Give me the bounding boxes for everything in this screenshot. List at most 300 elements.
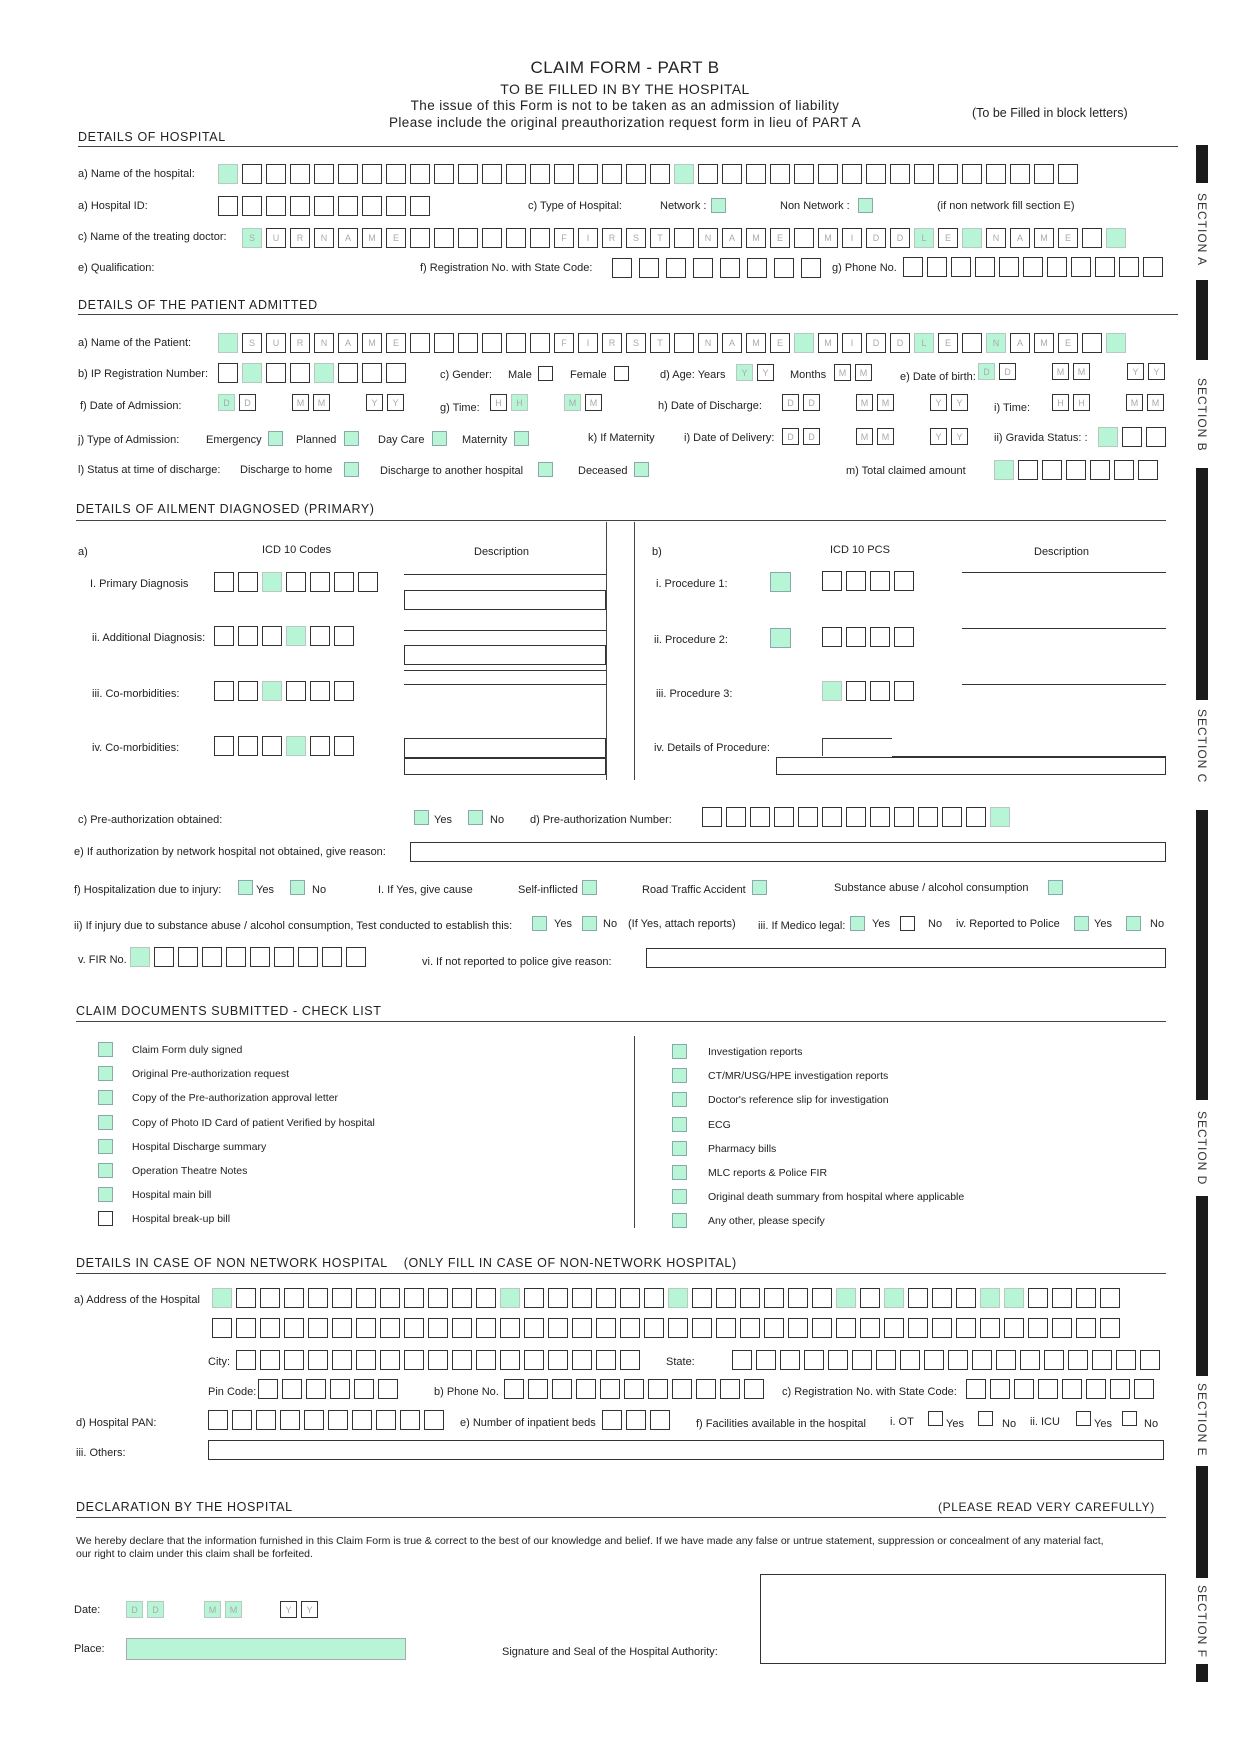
char-box[interactable]: N [986,228,1006,248]
checklist-checkbox[interactable] [98,1090,113,1105]
char-box[interactable] [828,1350,848,1370]
char-box[interactable] [812,1318,832,1338]
char-box[interactable] [918,807,938,827]
char-box[interactable] [962,164,982,184]
char-box[interactable] [452,1350,472,1370]
pan-boxes[interactable] [208,1410,444,1430]
char-box[interactable] [262,572,282,592]
char-box[interactable] [1042,460,1062,480]
char-box[interactable] [286,736,306,756]
network-checkbox[interactable] [711,198,726,213]
char-box[interactable] [990,1379,1010,1399]
char-box[interactable] [250,947,270,967]
char-box[interactable] [990,807,1010,827]
char-box[interactable] [914,164,934,184]
char-box[interactable] [1110,1379,1130,1399]
char-box[interactable] [836,1318,856,1338]
char-box[interactable]: N [698,228,718,248]
registration-boxes[interactable] [612,258,821,278]
char-box[interactable]: M [855,364,872,381]
char-box[interactable] [876,1350,896,1370]
char-box[interactable] [286,572,306,592]
char-box[interactable] [908,1288,928,1308]
char-box[interactable] [458,228,478,248]
char-box[interactable]: D [866,333,886,353]
char-box[interactable] [726,807,746,827]
char-box[interactable] [1052,1318,1072,1338]
char-box[interactable] [804,1350,824,1370]
char-box[interactable] [530,228,550,248]
checklist-checkbox[interactable] [672,1068,687,1083]
char-box[interactable] [900,1350,920,1370]
char-box[interactable] [756,1350,776,1370]
doa-year-boxes[interactable] [366,394,404,411]
char-box[interactable] [668,1318,688,1338]
char-box[interactable] [434,164,454,184]
char-box[interactable] [1068,1350,1088,1370]
char-box[interactable] [154,947,174,967]
char-box[interactable] [747,258,767,278]
char-box[interactable]: M [746,228,766,248]
char-box[interactable]: M [818,333,838,353]
char-box[interactable] [966,807,986,827]
char-box[interactable] [1146,427,1166,447]
char-box[interactable] [788,1318,808,1338]
female-checkbox[interactable] [614,366,629,381]
doctor-name-boxes[interactable] [242,228,1126,248]
char-box[interactable] [770,164,790,184]
male-checkbox[interactable] [538,366,553,381]
char-box[interactable]: D [239,394,256,411]
police-yes-checkbox[interactable] [1074,916,1089,931]
char-box[interactable]: D [147,1601,164,1618]
char-box[interactable]: E [938,228,958,248]
char-box[interactable] [870,807,890,827]
char-box[interactable] [846,807,866,827]
char-box[interactable]: E [938,333,958,353]
char-box[interactable] [386,196,406,216]
char-box[interactable] [870,627,890,647]
char-box[interactable] [1082,228,1102,248]
substance-checkbox[interactable] [1048,880,1063,895]
char-box[interactable] [572,1350,592,1370]
char-box[interactable] [362,363,382,383]
char-box[interactable] [266,363,286,383]
char-box[interactable]: Y [951,394,968,411]
char-box[interactable] [720,258,740,278]
char-box[interactable] [212,1318,232,1338]
char-box[interactable]: Y [736,364,753,381]
char-box[interactable] [1086,1379,1106,1399]
char-box[interactable]: I [842,228,862,248]
decl-date-month-boxes[interactable] [204,1601,242,1618]
char-box[interactable] [650,1410,670,1430]
char-box[interactable] [314,164,334,184]
primary-diagnosis-boxes[interactable] [214,572,378,592]
char-box[interactable]: I [578,228,598,248]
char-box[interactable]: M [585,394,602,411]
char-box[interactable] [626,164,646,184]
procedure-details-field[interactable] [776,757,1166,775]
char-box[interactable] [334,626,354,646]
primary-desc-field[interactable] [404,590,606,610]
char-box[interactable] [434,333,454,353]
char-box[interactable] [178,947,198,967]
another-hospital-checkbox[interactable] [538,462,553,477]
comorbidities-2-field-b[interactable] [404,758,606,775]
char-box[interactable] [962,228,982,248]
comorbidities-1-boxes[interactable] [214,681,354,701]
char-box[interactable]: A [722,333,742,353]
char-box[interactable] [310,626,330,646]
char-box[interactable] [212,1288,232,1308]
char-box[interactable] [242,164,262,184]
char-box[interactable] [600,1379,620,1399]
procedure-1-boxes[interactable] [822,571,914,591]
char-box[interactable]: M [746,333,766,353]
char-box[interactable] [262,736,282,756]
char-box[interactable]: Y [930,394,947,411]
char-box[interactable] [1071,257,1091,277]
char-box[interactable] [500,1288,520,1308]
char-box[interactable] [286,626,306,646]
char-box[interactable] [428,1350,448,1370]
char-box[interactable] [999,257,1019,277]
char-box[interactable] [938,164,958,184]
checklist-checkbox[interactable] [672,1165,687,1180]
dob-month-boxes[interactable] [1052,363,1090,380]
char-box[interactable] [744,1379,764,1399]
char-box[interactable] [332,1350,352,1370]
char-box[interactable] [332,1318,352,1338]
char-box[interactable] [639,258,659,278]
char-box[interactable] [774,258,794,278]
char-box[interactable]: M [877,428,894,445]
char-box[interactable]: S [242,228,262,248]
char-box[interactable] [572,1288,592,1308]
char-box[interactable] [1058,164,1078,184]
char-box[interactable]: D [803,428,820,445]
char-box[interactable] [482,333,502,353]
char-box[interactable]: E [770,333,790,353]
char-box[interactable] [354,1379,374,1399]
checklist-checkbox[interactable] [672,1189,687,1204]
char-box[interactable] [842,164,862,184]
char-box[interactable] [452,1288,472,1308]
char-box[interactable] [852,1350,872,1370]
char-box[interactable]: S [626,333,646,353]
char-box[interactable] [266,196,286,216]
char-box[interactable]: M [834,364,851,381]
char-box[interactable]: R [602,228,622,248]
char-box[interactable] [740,1288,760,1308]
age-months-boxes[interactable] [834,364,872,381]
char-box[interactable] [524,1288,544,1308]
char-box[interactable] [242,363,262,383]
injury-yes-checkbox[interactable] [238,880,253,895]
additional-desc-field[interactable] [404,645,606,665]
char-box[interactable] [524,1318,544,1338]
place-field[interactable] [126,1638,406,1660]
char-box[interactable] [482,228,502,248]
char-box[interactable] [238,736,258,756]
char-box[interactable]: D [782,394,799,411]
char-box[interactable]: H [1073,394,1090,411]
medico-no-checkbox[interactable] [900,916,915,931]
char-box[interactable] [530,333,550,353]
char-box[interactable] [1143,257,1163,277]
char-box[interactable]: Y [951,428,968,445]
char-box[interactable] [1034,164,1054,184]
time-g-hour-boxes[interactable] [490,394,528,411]
char-box[interactable] [822,627,842,647]
char-box[interactable]: R [290,228,310,248]
char-box[interactable]: M [313,394,330,411]
maternity-checkbox[interactable] [514,431,529,446]
char-box[interactable] [674,333,694,353]
char-box[interactable] [338,164,358,184]
checklist-checkbox[interactable] [672,1092,687,1107]
comorbidities-2-field-a[interactable] [404,738,606,758]
char-box[interactable] [218,164,238,184]
char-box[interactable] [692,1318,712,1338]
char-box[interactable]: N [314,228,334,248]
char-box[interactable] [975,257,995,277]
char-box[interactable] [1052,1288,1072,1308]
checklist-checkbox[interactable] [672,1117,687,1132]
char-box[interactable] [506,164,526,184]
char-box[interactable]: U [266,333,286,353]
char-box[interactable] [1020,1350,1040,1370]
additional-diagnosis-boxes[interactable] [214,626,354,646]
char-box[interactable] [266,164,286,184]
char-box[interactable] [1090,460,1110,480]
char-box[interactable] [1082,333,1102,353]
checklist-checkbox[interactable] [98,1139,113,1154]
char-box[interactable] [214,572,234,592]
char-box[interactable] [846,627,866,647]
char-box[interactable]: M [362,333,382,353]
char-box[interactable] [284,1288,304,1308]
char-box[interactable] [732,1350,752,1370]
char-box[interactable] [352,1410,372,1430]
char-box[interactable] [962,333,982,353]
char-box[interactable] [290,164,310,184]
time-i-min-boxes[interactable] [1126,394,1164,411]
char-box[interactable]: M [204,1601,221,1618]
char-box[interactable]: M [818,228,838,248]
char-box[interactable] [218,333,238,353]
nn-reg-boxes[interactable] [966,1379,1154,1399]
char-box[interactable]: A [1010,333,1030,353]
dod-month-boxes[interactable] [856,394,894,411]
char-box[interactable] [524,1350,544,1370]
time-g-min-boxes[interactable] [564,394,602,411]
char-box[interactable] [596,1318,616,1338]
char-box[interactable] [530,164,550,184]
char-box[interactable] [822,807,842,827]
char-box[interactable] [328,1410,348,1430]
checklist-checkbox[interactable] [98,1211,113,1226]
char-box[interactable]: M [856,394,873,411]
char-box[interactable] [236,1318,256,1338]
char-box[interactable] [1119,257,1139,277]
char-box[interactable] [552,1379,572,1399]
char-box[interactable] [674,164,694,184]
char-box[interactable] [624,1379,644,1399]
char-box[interactable]: D [803,394,820,411]
char-box[interactable] [236,1288,256,1308]
comorbidities-2-boxes[interactable] [214,736,354,756]
decl-date-year-boxes[interactable] [280,1601,318,1618]
char-box[interactable] [548,1288,568,1308]
char-box[interactable] [378,1379,398,1399]
char-box[interactable] [666,258,686,278]
char-box[interactable] [434,228,454,248]
char-box[interactable]: F [554,333,574,353]
char-box[interactable] [332,1288,352,1308]
char-box[interactable] [866,164,886,184]
char-box[interactable] [812,1288,832,1308]
char-box[interactable] [554,164,574,184]
fir-boxes[interactable] [130,947,366,967]
char-box[interactable] [956,1288,976,1308]
non-network-checkbox[interactable] [858,198,873,213]
char-box[interactable]: E [386,333,406,353]
procedure-3-boxes[interactable] [822,681,914,701]
char-box[interactable] [648,1379,668,1399]
char-box[interactable] [1106,333,1126,353]
signature-box[interactable] [760,1574,1166,1664]
char-box[interactable] [693,258,713,278]
checklist-checkbox[interactable] [98,1115,113,1130]
char-box[interactable] [1004,1288,1024,1308]
char-box[interactable] [238,681,258,701]
char-box[interactable] [846,571,866,591]
address-line-1-boxes[interactable] [212,1288,1120,1308]
char-box[interactable] [482,164,502,184]
char-box[interactable] [548,1350,568,1370]
char-box[interactable]: D [978,363,995,380]
char-box[interactable] [972,1350,992,1370]
char-box[interactable] [338,363,358,383]
char-box[interactable]: I [578,333,598,353]
doa-month-boxes[interactable] [292,394,330,411]
char-box[interactable] [386,164,406,184]
char-box[interactable] [722,164,742,184]
char-box[interactable] [334,681,354,701]
char-box[interactable]: Y [1127,363,1144,380]
char-box[interactable] [284,1350,304,1370]
char-box[interactable] [358,572,378,592]
char-box[interactable] [596,1288,616,1308]
emergency-checkbox[interactable] [268,431,283,446]
char-box[interactable] [290,363,310,383]
phone-boxes[interactable] [903,257,1163,277]
char-box[interactable] [1004,1318,1024,1338]
char-box[interactable] [256,1410,276,1430]
char-box[interactable]: M [292,394,309,411]
preauth-yes-checkbox[interactable] [414,810,429,825]
char-box[interactable] [334,572,354,592]
char-box[interactable] [1138,460,1158,480]
char-box[interactable] [356,1318,376,1338]
char-box[interactable] [932,1288,952,1308]
char-box[interactable]: D [126,1601,143,1618]
char-box[interactable] [750,807,770,827]
char-box[interactable] [924,1350,944,1370]
char-box[interactable] [428,1288,448,1308]
char-box[interactable] [764,1318,784,1338]
char-box[interactable] [870,571,890,591]
char-box[interactable]: M [225,1601,242,1618]
char-box[interactable]: R [290,333,310,353]
patient-name-boxes[interactable] [218,333,1126,353]
char-box[interactable] [310,572,330,592]
char-box[interactable] [310,736,330,756]
char-box[interactable] [1076,1318,1096,1338]
self-inflicted-checkbox[interactable] [582,880,597,895]
char-box[interactable] [650,164,670,184]
char-box[interactable] [644,1318,664,1338]
char-box[interactable]: Y [930,428,947,445]
char-box[interactable]: Y [757,364,774,381]
char-box[interactable] [626,1410,646,1430]
char-box[interactable] [308,1288,328,1308]
char-box[interactable] [948,1350,968,1370]
char-box[interactable] [218,363,238,383]
char-box[interactable]: D [782,428,799,445]
char-box[interactable] [322,947,342,967]
char-box[interactable] [528,1379,548,1399]
char-box[interactable]: M [564,394,581,411]
char-box[interactable]: T [650,333,670,353]
char-box[interactable] [986,164,1006,184]
char-box[interactable] [214,626,234,646]
char-box[interactable] [890,164,910,184]
char-box[interactable]: D [218,394,235,411]
char-box[interactable] [1010,164,1030,184]
police-no-checkbox[interactable] [1126,916,1141,931]
char-box[interactable] [500,1350,520,1370]
char-box[interactable]: Y [387,394,404,411]
checklist-checkbox[interactable] [98,1042,113,1057]
char-box[interactable] [260,1318,280,1338]
char-box[interactable] [1028,1288,1048,1308]
char-box[interactable] [346,947,366,967]
char-box[interactable]: M [1052,363,1069,380]
state-boxes[interactable] [732,1350,1160,1370]
char-box[interactable] [1098,427,1118,447]
char-box[interactable] [1100,1318,1120,1338]
checklist-checkbox[interactable] [672,1141,687,1156]
char-box[interactable] [764,1288,784,1308]
ip-boxes[interactable] [218,363,406,383]
char-box[interactable] [596,1350,616,1370]
char-box[interactable] [894,627,914,647]
char-box[interactable] [504,1379,524,1399]
char-box[interactable] [218,196,238,216]
char-box[interactable] [356,1350,376,1370]
char-box[interactable]: F [554,228,574,248]
char-box[interactable]: A [722,228,742,248]
char-box[interactable] [362,164,382,184]
char-box[interactable] [644,1288,664,1308]
char-box[interactable] [308,1318,328,1338]
char-box[interactable]: E [386,228,406,248]
char-box[interactable] [612,258,632,278]
char-box[interactable] [290,196,310,216]
